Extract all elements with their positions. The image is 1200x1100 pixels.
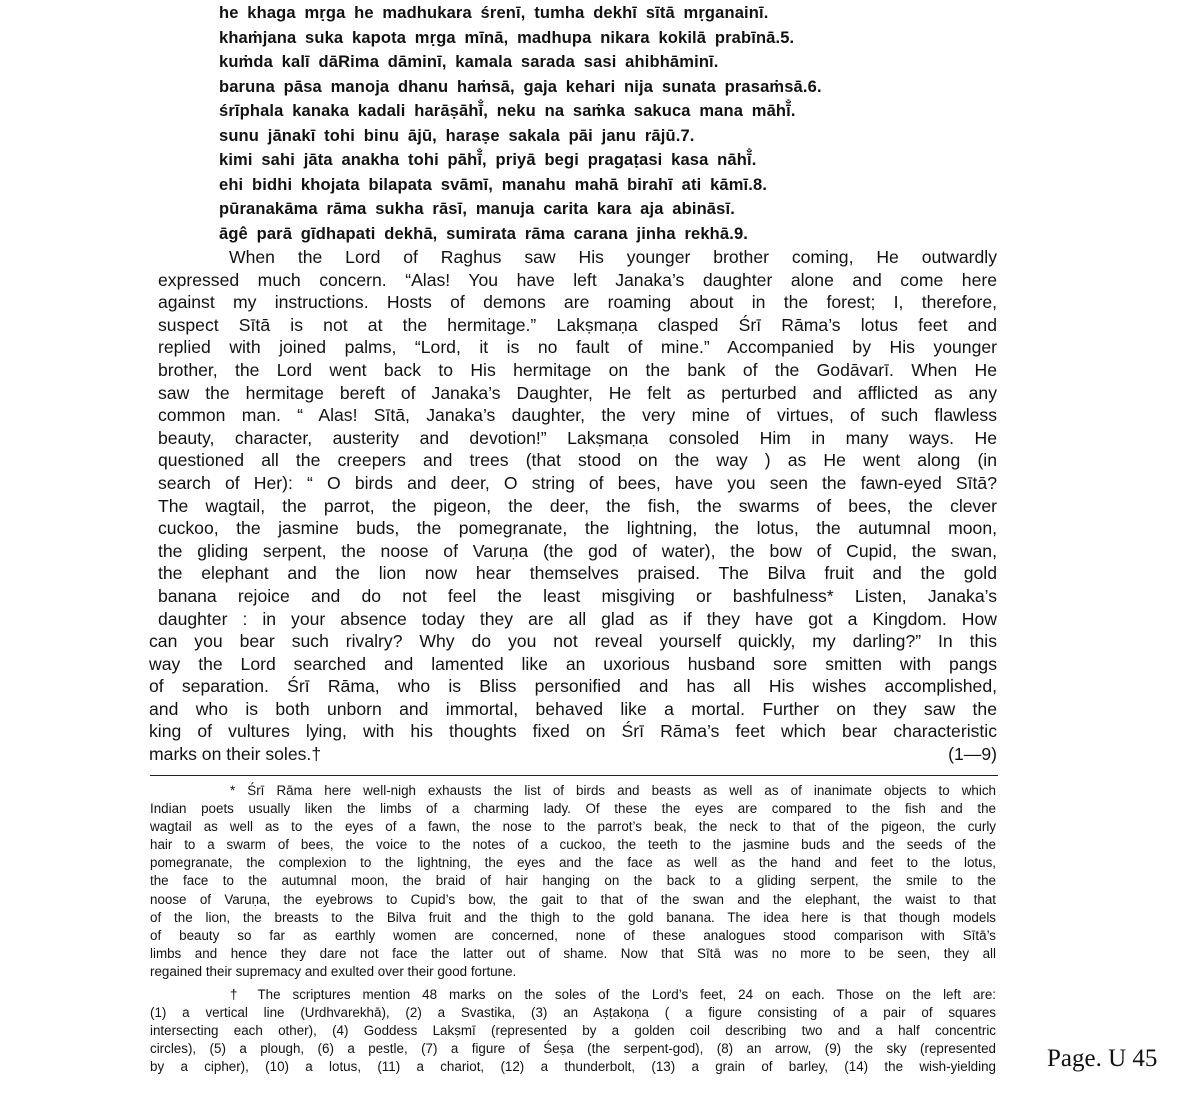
prose-line: can you bear such rivalry? Why do you not reveal yourself quickly, my darling?” In this	[149, 631, 997, 652]
prose-line: way the Lord searched and lamented like an uxorious husband sore smitten with pangs	[149, 653, 997, 674]
prose-line: banana rejoice and do not feel the least misgiving or bashfulness* Listen, Janaka’s	[158, 585, 997, 606]
prose-line: replied with joined palms, “Lord, it is no fault of mine.” Accompanied by His younger	[158, 337, 997, 358]
prose-line: marks on their soles.†	[149, 744, 322, 765]
prose-line: beauty, character, austerity and devotion!” Lakṣmaṇa consoled Him in many ways. He	[158, 427, 997, 448]
footnote-star-line: the face to the autumnal moon, the braid of hair hanging on the back to a gliding serpent, the smile to the	[150, 873, 996, 889]
prose-line: The wagtail, the parrot, the pigeon, the deer, the fish, the swarms of bees, the clever	[158, 495, 997, 516]
footnote-dagger-line: (1) a vertical line (Urdhvarekhā), (2) a Svastika, (3) an Aṣṭakoṇa ( a figure consisting of a pair of squares	[150, 1005, 996, 1021]
footnote-star-line: * Śrī Rāma here well-nigh exhausts the list of birds and beasts as well as of inanimate objects to which	[230, 783, 996, 798]
footnote-star-line: limbs and hence they dare not face the latter out of shame. Now that Sītā was no more to be seen, they all	[150, 945, 996, 961]
footnote-star-line: of beauty so far as earthly women are concerned, none of these analogues stood comparison with Sītā’s	[150, 927, 996, 943]
footnotes	[150, 782, 996, 1077]
prose-line: brother, the Lord went back to His hermitage on the bank of the Godāvarī. When He	[158, 359, 997, 380]
footnote-divider	[150, 775, 998, 776]
footnote-star-line: wagtail as well as to the eyes of a fawn, the nose to the parrot’s beak, the neck to that of the pigeon, the curly	[150, 819, 996, 835]
prose-line: daughter : in your absence today they are all glad as if they have got a Kingdom. How	[158, 608, 997, 629]
prose-line: search of Her): “ O birds and deer, O string of bees, have you seen the fawn-eyed Sītā?	[158, 472, 997, 493]
verse-line: kimi sahi jāta anakha tohi pāhī̐, priyā begi pragaṭasi kasa nāhī̐.	[219, 151, 757, 169]
page-number-label: Page. U 45	[1047, 1045, 1158, 1072]
verse-line: āgê parā gīdhapati dekhā, sumirata rāma carana jinha rekhā.9.	[219, 224, 749, 243]
prose-line: of separation. Śrī Rāma, who is Bliss personified and has all His wishes accomplished,	[149, 676, 997, 697]
verse-line: śrīphala kanaka kadali harāṣāhī̐, neku na saṁka sakuca mana māhī̐.	[219, 102, 796, 120]
translation-paragraph	[147, 246, 997, 766]
verse-line: kuṁda kalī dāRima dāminī, kamala sarada sasi ahibhāminī.	[219, 53, 719, 71]
prose-line: common man. “ Alas! Sītā, Janaka’s daughter, the very mine of virtues, of such flawless	[158, 405, 997, 426]
prose-line: When the Lord of Raghus saw His younger brother coming, He outwardly	[229, 247, 997, 267]
verse-line: pūranakāma rāma sukha rāsī, manuja carita kara aja abināsī.	[219, 200, 735, 218]
prose-line: king of vultures lying, with his thoughts fixed on Śrī Rāma’s feet which bear characteristic	[149, 721, 997, 742]
footnote-dagger-line: intersecting each other), (4) Goddess Lakṣmī (represented by a golden coil describing two and a half concentric	[150, 1023, 996, 1039]
footnote-dagger-line: † The scriptures mention 48 marks on the soles of the Lord’s feet, 24 on each. Those on the left are:	[230, 987, 996, 1003]
verse-line: baruna pāsa manoja dhanu haṁsā, gaja kehari nija sunata prasaṁsā.6.	[219, 77, 822, 96]
verse-line: ehi bidhi khojata bilapata svāmī, manahu mahā birahī ati kāmī.8.	[219, 175, 768, 194]
footnote-star-line: hair to a swarm of bees, the voice to the notes of a cuckoo, the teeth to the jasmine buds and the seeds of the	[150, 837, 996, 853]
footnote-star-line: noose of Varuṇa, the eyebrows to Cupid’s bow, the gait to that of the swan and the elephant, the waist to that	[150, 891, 996, 907]
prose-line: expressed much concern. “Alas! You have left Janaka’s daughter alone and come here	[158, 269, 997, 290]
prose-line: the gliding serpent, the noose of Varuṇa (the god of water), the bow of Cupid, the swan,	[158, 540, 997, 561]
prose-line: cuckoo, the jasmine buds, the pomegranate, the lightning, the lotus, the autumnal moon,	[158, 518, 997, 539]
prose-line: saw the hermitage bereft of Janaka’s Daughter, He felt as perturbed and afflicted as any	[158, 382, 997, 403]
verse-line: khaṁjana suka kapota mṛga mīnā, madhupa nikara kokilā prabīnā.5.	[219, 28, 795, 47]
verse-range: (1—9)	[948, 744, 997, 765]
prose-line: against my instructions. Hosts of demons are roaming about in the forest; I, therefore,	[158, 292, 997, 313]
verse-line: he khaga mṛga he madhukara śrenī, tumha dekhī sītā mṛganainī.	[219, 4, 769, 22]
footnote-dagger-line: circles), (5) a plough, (6) a pestle, (7) a figure of Śeṣa (the serpent-god), (8) an arrow, (9) the sky (represented	[150, 1041, 996, 1057]
prose-last-line	[147, 743, 997, 766]
prose-line: the elephant and the lion now hear themselves praised. The Bilva fruit and the gold	[158, 563, 997, 584]
prose-line: and who is both unborn and immortal, behaved like a mortal. Further on they saw the	[149, 698, 997, 719]
verse-block	[219, 1, 931, 246]
verse-line: sunu jānakī tohi binu ājū, haraṣe sakala pāi janu rājū.7.	[219, 126, 695, 145]
prose-line: suspect Sītā is not at the hermitage.” Lakṣmaṇa clasped Śrī Rāma’s lotus feet and	[158, 314, 997, 335]
footnote-star-line: pomegranate, the complexion to the lightning, the eyes and the face as well as the hand and feet to the lotus,	[150, 855, 996, 871]
prose-line: questioned all the creepers and trees (that stood on the way ) as He went along (in	[158, 450, 997, 471]
footnote-star-line: of the lion, the breasts to the Bilva fruit and the thigh to the gold banana. The idea here is that though models	[150, 909, 996, 925]
footnote-dagger-line: by a cipher), (10) a lotus, (11) a chariot, (12) a thunderbolt, (13) a grain of barley, (14) the wish-yielding	[150, 1059, 996, 1075]
footnote-star-line: Indian poets usually liken the limbs of a charming lady. Of these the eyes are compared to the fish and the	[150, 801, 996, 817]
footnote-star-line: regained their supremacy and exulted over their good fortune.	[150, 963, 517, 979]
